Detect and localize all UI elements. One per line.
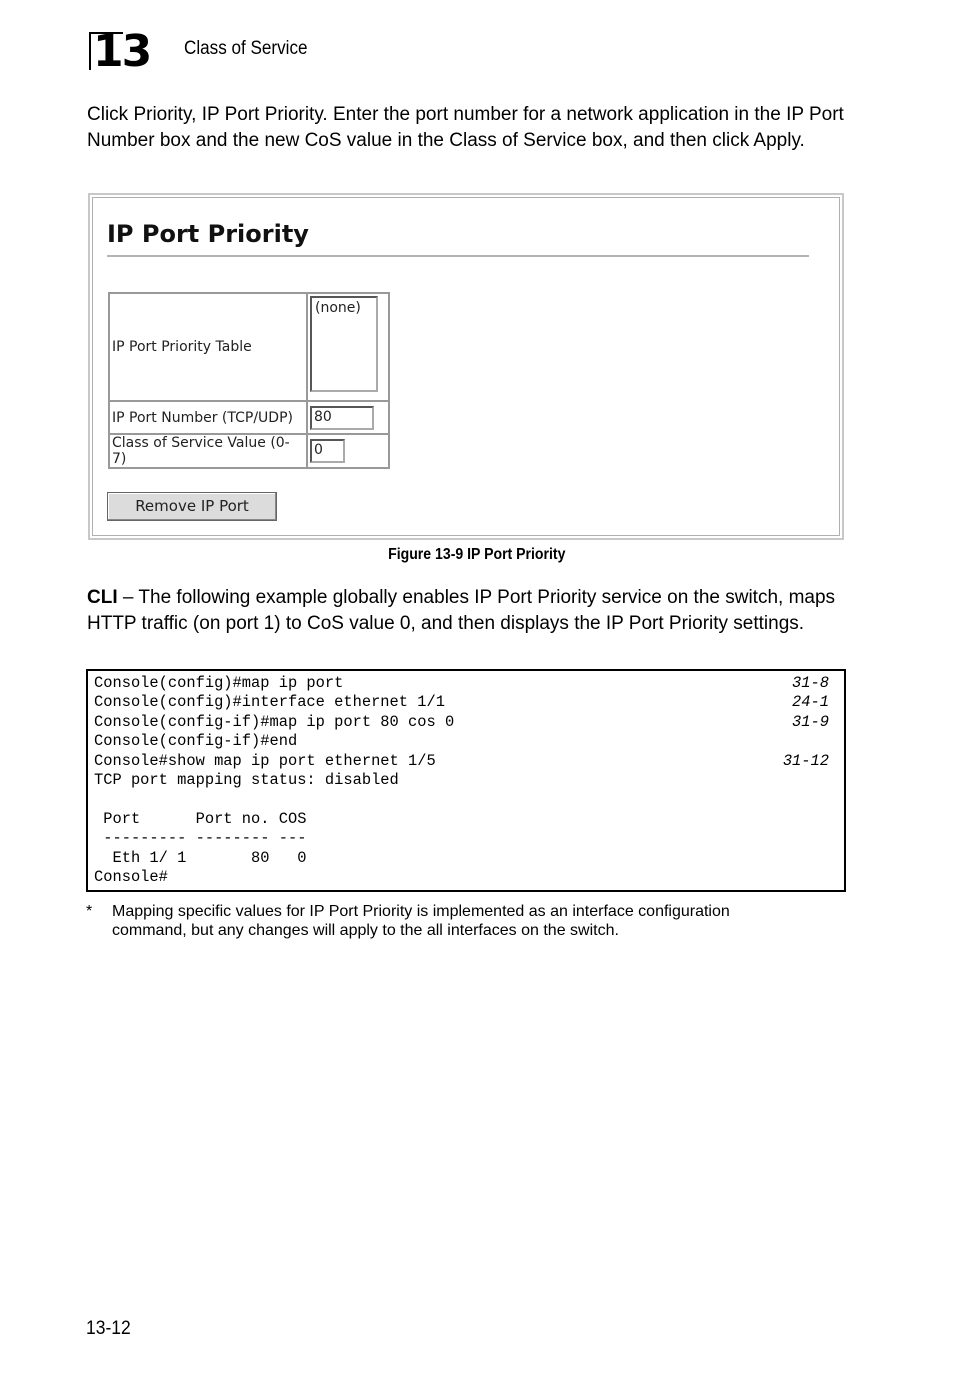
ip-port-number-cell [307, 401, 389, 434]
remove-ip-port-button[interactable]: Remove IP Port [107, 492, 277, 521]
footnote-mark: * [86, 903, 93, 920]
ui-page-title: IP Port Priority [107, 220, 309, 248]
code-reference: 31-9 [792, 712, 829, 731]
code-line: Console(config-if)#map ip port 80 cos 0 [94, 712, 455, 731]
table-row [109, 434, 389, 468]
cli-paragraph [87, 585, 857, 636]
listbox-item[interactable]: (none) [315, 300, 361, 316]
code-line: Console# [94, 868, 168, 886]
chapter-title: Class of Service [184, 38, 308, 59]
code-line: Console(config)#interface ethernet 1/1 [94, 693, 445, 712]
cos-value-input[interactable]: 0 [310, 439, 345, 463]
code-block [86, 669, 846, 892]
code-reference: 24-1 [792, 693, 829, 712]
ip-port-priority-listbox[interactable] [310, 296, 378, 392]
ip-port-priority-screenshot [88, 193, 844, 540]
page-number: 13-12 [86, 1318, 131, 1339]
cos-value-label: Class of Service Value (0-7) [109, 434, 307, 468]
chapter-number: 13 [93, 26, 151, 77]
table-row [109, 293, 389, 401]
code-line: Eth 1/ 1 80 0 [94, 848, 307, 867]
screenshot-frame [92, 197, 840, 536]
intro-paragraph: Click Priority, IP Port Priority. Enter the port number for a network application in the IP Port Number box and the new CoS value in the Class of Service box, and then click Apply. [87, 104, 844, 151]
code-line: Console(config)#map ip port [94, 674, 344, 692]
ip-port-number-label: IP Port Number (TCP/UDP) [109, 401, 307, 434]
cli-text: – The following example globally enables IP Port Priority service on the switch, maps HTTP traffic (on port 1) to CoS value 0, and then displays the IP Port Priority settings. [87, 587, 836, 634]
cli-lead: CLI [87, 587, 118, 608]
code-line: --------- -------- --- [94, 829, 307, 848]
ip-port-priority-table-cell [307, 293, 389, 401]
table-row [109, 401, 389, 434]
code-line: Console(config-if)#end [94, 732, 298, 751]
code-reference: 31-8 [792, 674, 829, 692]
cos-value-cell [307, 434, 389, 468]
ip-port-priority-table-label: IP Port Priority Table [109, 293, 307, 401]
figure-caption-text: Figure 13-9 IP Port Priority [388, 546, 566, 563]
code-line: TCP port mapping status: disabled [94, 771, 399, 789]
ui-title-divider [107, 255, 809, 257]
code-line: Console#show map ip port ethernet 1/5 [94, 751, 436, 770]
ip-port-number-input[interactable]: 80 [310, 406, 374, 430]
code-line: Port Port no. COS [94, 809, 307, 828]
code-reference: 31-12 [782, 751, 829, 770]
figure-caption [0, 546, 954, 564]
ip-port-priority-form [108, 292, 390, 469]
footnote-text: Mapping specific values for IP Port Priority is implemented as an interface configuration command, but any changes will apply to the all interfaces on the switch. [112, 903, 730, 939]
